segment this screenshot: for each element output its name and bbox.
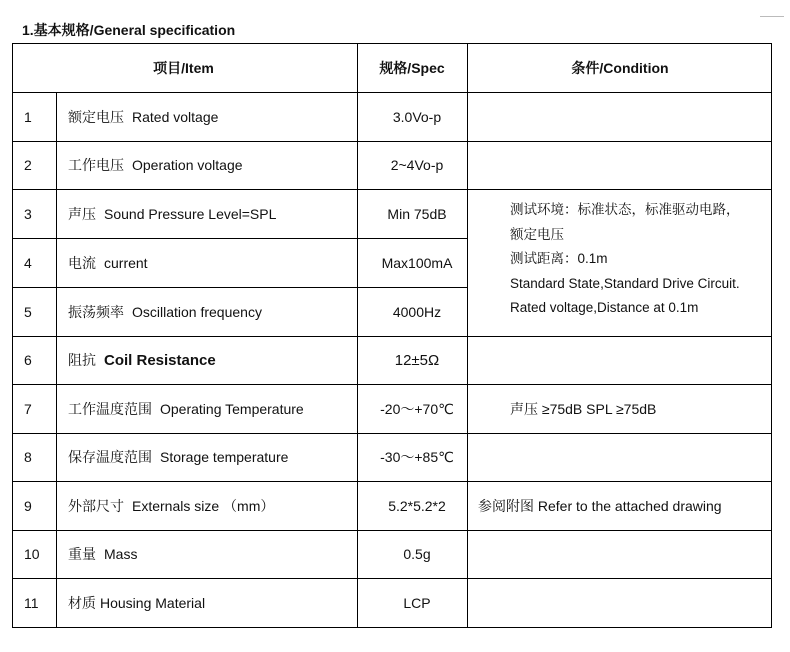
item-chinese: 工作电压 (68, 157, 124, 173)
grid-line (12, 336, 772, 337)
table-row (12, 481, 772, 530)
row-item (68, 530, 137, 578)
item-english: Coil Resistance (104, 351, 216, 369)
row-item (68, 92, 218, 141)
table-row (12, 433, 772, 481)
row-condition: 声压 ≥75dB SPL ≥75dB (510, 400, 657, 417)
item-english: Operating Temperature (160, 400, 304, 417)
item-chinese: 振荡频率 (68, 303, 124, 320)
table-row (12, 92, 772, 141)
header-condition: 条件/Condition (571, 59, 669, 76)
grid-line (771, 43, 772, 627)
grid-line (12, 238, 468, 239)
grid-line (12, 627, 772, 628)
item-chinese: 工作温度范围 (68, 400, 152, 417)
item-english: Housing Material (100, 594, 206, 611)
row-item (68, 238, 148, 287)
item-chinese: 外部尺寸 (68, 497, 124, 514)
row-spec: Max100mA (381, 254, 453, 271)
item-english: Rated voltage (132, 108, 219, 125)
row-number: 5 (24, 303, 32, 320)
item-chinese: 保存温度范围 (68, 449, 152, 465)
row-number: 3 (24, 205, 32, 222)
row-spec: 3.0Vo-p (392, 108, 442, 125)
grid-line (357, 43, 358, 627)
row-number: 8 (24, 449, 32, 465)
grid-line (12, 481, 772, 482)
item-chinese: 阻抗 (68, 352, 96, 368)
item-english: Operation voltage (132, 157, 243, 173)
row-item (68, 189, 276, 238)
row-spec: -30～+85℃ (380, 449, 454, 465)
decorative-dash (760, 16, 784, 17)
row-number: 9 (24, 497, 32, 514)
grid-line (467, 43, 468, 627)
condition-line: Standard State,Standard Drive Circuit. (510, 275, 740, 291)
row-item (68, 141, 243, 189)
table-row (12, 578, 772, 627)
row-number: 7 (24, 400, 32, 417)
item-chinese: 额定电压 (68, 108, 124, 125)
condition-line: 测试环境：标准状态，标准驱动电路， (510, 202, 740, 217)
item-chinese: 电流 (68, 254, 96, 271)
row-number: 4 (24, 254, 32, 271)
grid-line (12, 384, 772, 385)
grid-line (56, 92, 57, 627)
table-row (12, 141, 772, 189)
header-item: 项目/Item (153, 59, 214, 76)
row-spec: LCP (403, 594, 431, 611)
row-item (68, 336, 216, 384)
item-english: Externals size （mm） (132, 497, 275, 514)
row-spec: 12±5Ω (394, 351, 440, 369)
section-title: 1.基本规格/General specification (22, 22, 236, 38)
item-chinese: 重量 (68, 546, 96, 562)
grid-line (12, 92, 772, 93)
row-spec: Min 75dB (387, 205, 447, 222)
item-english: Sound Pressure Level=SPL (104, 205, 277, 222)
grid-line (12, 287, 468, 288)
row-spec: 0.5g (403, 546, 431, 562)
grid-line (12, 578, 772, 579)
header-spec: 规格/Spec (379, 59, 445, 76)
table-row (12, 384, 772, 433)
row-item (68, 384, 304, 433)
grid-line (12, 433, 772, 434)
condition-line: Rated voltage,Distance at 0.1m (510, 300, 699, 315)
grid-line (12, 43, 772, 44)
table-header (12, 43, 772, 92)
row-item (68, 578, 205, 627)
row-item (68, 481, 274, 530)
row-number: 1 (24, 108, 32, 125)
item-chinese: 声压 (68, 205, 96, 222)
row-spec: 5.2*5.2*2 (388, 497, 446, 514)
row-number: 11 (24, 594, 39, 611)
grid-line (12, 530, 772, 531)
item-english: current (104, 254, 148, 271)
row-spec: 2~4Vo-p (390, 157, 444, 173)
table-row (12, 530, 772, 578)
row-item (68, 287, 262, 336)
row-number: 2 (24, 157, 32, 173)
row-number: 6 (24, 352, 32, 368)
table-row (12, 336, 772, 384)
condition-line: 测试距离：0.1m (510, 251, 608, 266)
grid-line (12, 43, 13, 627)
item-chinese: 材质 (68, 594, 96, 611)
grid-line (12, 189, 772, 190)
merged-condition (510, 198, 740, 321)
row-item (68, 433, 288, 481)
item-english: Oscillation frequency (132, 303, 262, 320)
grid-line (12, 141, 772, 142)
row-spec: -20～+70℃ (380, 400, 454, 417)
item-english: Storage temperature (160, 449, 289, 465)
item-english: Mass (104, 546, 138, 562)
row-number: 10 (24, 546, 40, 562)
row-condition: 参阅附图 Refer to the attached drawing (478, 497, 722, 514)
condition-line: 额定电压 (510, 226, 564, 242)
row-spec: 4000Hz (392, 303, 442, 320)
